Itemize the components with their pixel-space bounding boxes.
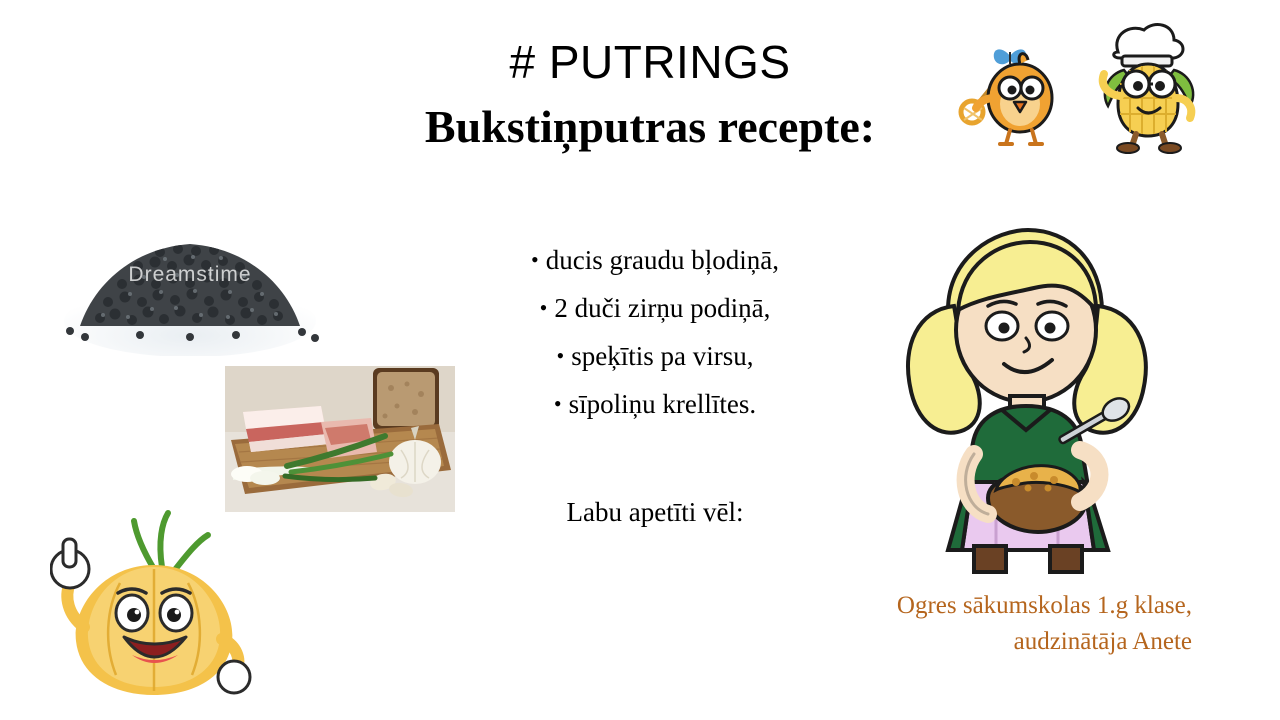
credit-line-2: audzinātāja Anete bbox=[1013, 628, 1192, 655]
bacon-and-vegetables-photo bbox=[225, 366, 455, 512]
corn-chef-character bbox=[1090, 22, 1206, 154]
list-item-label: 2 duči zirņu podiņā, bbox=[554, 293, 771, 323]
title-block bbox=[330, 38, 970, 155]
buckwheat-grains-photo bbox=[40, 196, 340, 356]
bullet-icon: • bbox=[539, 295, 548, 320]
credit-line-1: Ogres sākumskolas 1.g klase, bbox=[896, 592, 1192, 619]
page-title: # PUTRINGS bbox=[509, 36, 791, 88]
page-subtitle: Bukstiņputras recepte: bbox=[424, 100, 876, 152]
photo-watermark: Dreamstime bbox=[128, 263, 252, 287]
closing-line: Labu apetīti vēl: bbox=[566, 497, 744, 527]
list-item-label: sīpoliņu krellītes. bbox=[568, 389, 757, 419]
ingredient-list bbox=[420, 236, 890, 428]
list-item bbox=[420, 284, 890, 332]
girl-with-porridge-bowl bbox=[862, 214, 1182, 574]
list-item-label: speķītis pa virsu, bbox=[571, 341, 754, 371]
bullet-icon: • bbox=[531, 247, 539, 272]
smiling-onion-character bbox=[50, 505, 260, 700]
list-item bbox=[420, 332, 890, 380]
bullet-icon: • bbox=[553, 391, 562, 416]
list-item bbox=[420, 380, 890, 428]
bullet-icon: • bbox=[556, 343, 565, 368]
orange-bird-with-net-character bbox=[948, 34, 1070, 150]
credit-block bbox=[897, 588, 1192, 660]
list-item bbox=[420, 236, 890, 284]
list-item-label: ducis graudu bļodiņā, bbox=[545, 245, 779, 275]
